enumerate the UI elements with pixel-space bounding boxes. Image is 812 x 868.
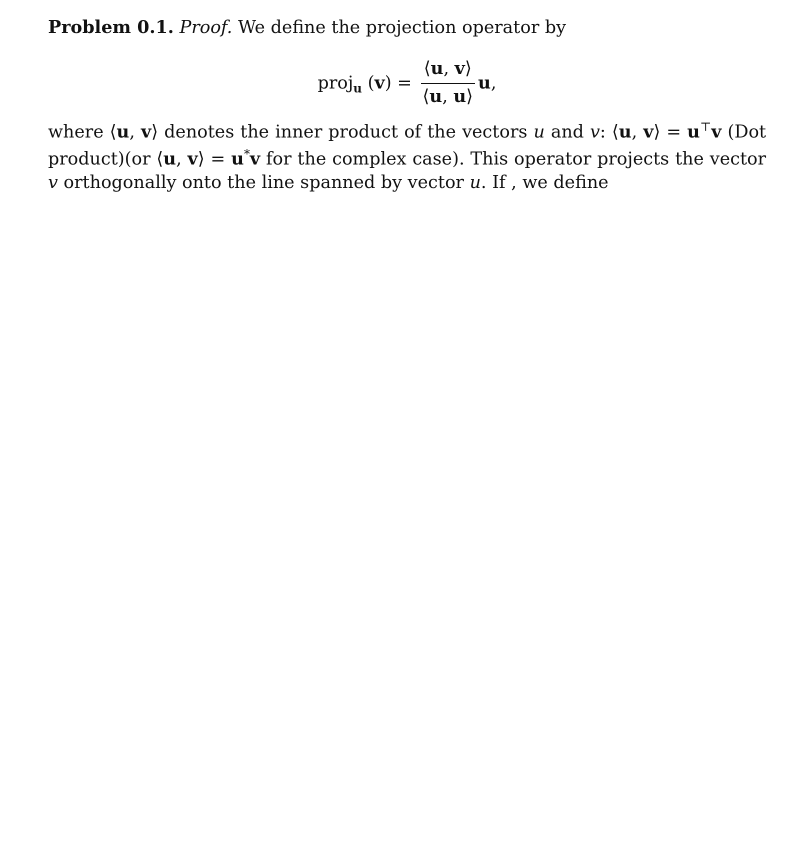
projection-definition: proj$_u$ (v) = $\frac{⟨u, v⟩}{⟨u, u⟩}$ u, — [317, 57, 497, 107]
document-page — [48, 16, 766, 196]
inner-product-paragraph: where ⟨u, v⟩ denotes the inner product of the vectors u and v: ⟨u, v⟩ = u⊤v (Dot product)(or ⟨u, v⟩ = u*v for the complex case). This operator projects the vector v orthogonally onto the line spanned by vector u. If , we define — [48, 120, 767, 193]
problem-heading: Problem 0.1. Proof. We define the projection operator by — [48, 17, 567, 38]
